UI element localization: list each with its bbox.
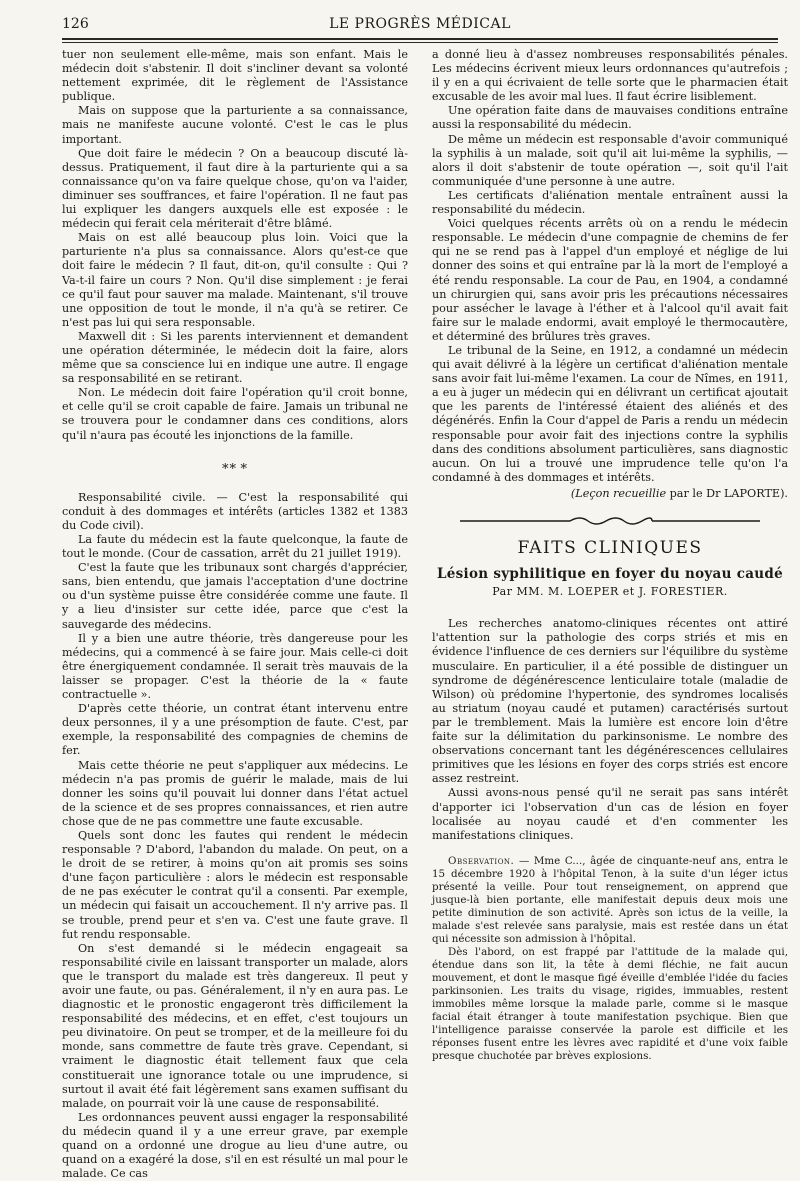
paragraph: Les certificats d'aliénation mentale entraînent aussi la responsabilité du médecin.	[432, 188, 788, 217]
article-authors: Par MM. M. LOEPER et J. FORESTIER.	[492, 585, 728, 599]
ornamental-divider	[432, 513, 788, 535]
paragraph: On s'est demandé si le médecin engageait sa responsabilité civile en laissant transporter un malade, alors que le transport du malade est très dangereux. Il peut y avoir une faute, ou pas. Généralement, il n'y en aura pas. Le diagnostic et le pronostic engageront très difficilement la responsabilité des médecins, et en effet, c'est toujours un peu divinatoire. On peut se tromper, et de la meilleure foi du monde, sans commettre de faute très grave. Cependant, si vraiment le diagnostic était tellement faux que cela constituerait une ignorance totale ou une imprudence, si surtout il avait été fait légèrement sans examen suffisant du malade, on pourrait voir là une cause de responsabilité.	[62, 941, 408, 1110]
paragraph: Le tribunal de la Seine, en 1912, a condamné un médecin qui avait délivré à la légère un certificat d'aliénation mentale sans avoir fait lui-même l'examen. La cour de Nîmes, en 1911, a eu à juger un médecin qui en délivrant un certificat ajoutait que les parents de l'intéressé étaient des aliénés et des dégénérés. Enfin la Cour d'appel de Paris a rendu un médecin responsable pour avoir fait des injections contre la syphilis dans des conditions absolument particulières, sans diagnostic aucun. On lui a trouvé une imprudence telle qu'on l'a condamné à des dommages et intérêts.	[432, 343, 788, 484]
paragraph: Voici quelques récents arrêts où on a rendu le médecin responsable. Le médecin d'une compagnie de chemins de fer qui ne se rend pas à l'appel d'un employé et néglige de lui donner des soins et qui entraîne par là la mort de l'employé a été rendu responsable. La cour de Pau, en 1904, a condamné un chirurgien qui, sans avoir pris les précautions nécessaires pour assécher le lavage à l'éther et à l'alcool qu'il avait fait faire sur le malade endormi, avait employé le thermocautère, et déterminé des brûlures très graves.	[432, 217, 788, 343]
paragraph: Les recherches anatomo-cliniques récentes ont attiré l'attention sur la pathologie des corps striés et mis en évidence l'influence de ces derniers sur l'équilibre du système musculaire. En particulier, il a été possible de distinguer un syndrome de dégénérescence lenticulaire totale (maladie de Wilson) où prédomine l'hypertonie, des syndromes localisés au striatum (noyau caudé et putamen) caractérisés surtout par le tremblement. Mais la lumière est encore loin d'être faite sur la délimitation du parkinsonisme. Le nombre des observations concernant tant les dégénérescences cellulaires primitives que les lésions en foyer des corps striés est encore assez restreint.	[432, 617, 788, 786]
paragraph: Que doit faire le médecin ? On a beaucoup discuté là-dessus. Pratiquement, il faut dire à la parturiente qui a sa connaissance qu'on va faire quelque chose, qu'on va l'aider, diminuer ses souffrances, et faire l'opération. Il ne faut pas lui expliquer les dangers auxquels elle est exposée : le médecin qui ferait cela mériterait d'être blâmé.	[62, 146, 408, 231]
paragraph: Responsabilité civile. — C'est la responsabilité qui conduit à des dommages et intérêts (articles 1382 et 1383 du Code civil).	[62, 490, 408, 532]
observation-block	[432, 855, 788, 1063]
observation-text: — Mme C..., âgée de cinquante-neuf ans, entra le 15 décembre 1920 à l'hôpital Tenon, à la suite d'un léger ictus présenté la veille. Pour tout renseignement, on apprend que jusque-là bien portante, elle manifestait depuis deux mois une petite diminution de son activité. Après son ictus de la veille, la malade s'est relevée sans paralysie, mais est restée dans un état qui nécessite son admission à l'hôpital.	[432, 854, 788, 945]
paragraph: tuer non seulement elle-même, mais son enfant. Mais le médecin doit s'abstenir. Il doit s'incliner devant sa volonté nettement exprimée, dit le règlement de l'Assistance publique.	[62, 48, 408, 104]
paragraph: Mais on suppose que la parturiente a sa connaissance, mais ne manifeste aucune volonté. C'est le cas le plus important.	[62, 104, 408, 146]
signature-author: par le Dr LAPORTE).	[669, 486, 788, 500]
paragraph: Une opération faite dans de mauvaises conditions entraîne aussi la responsabilité du médecin.	[432, 104, 788, 132]
paragraph: Aussi avons-nous pensé qu'il ne serait pas sans intérêt d'apporter ici l'observation d'un cas de lésion en foyer localisée au noyau caudé et d'en commenter les manifestations cliniques.	[432, 786, 788, 842]
section-stars: ** *	[221, 461, 249, 477]
paragraph: Les ordonnances peuvent aussi engager la responsabilité du médecin quand il y a une erreur grave, par exemple quand on a ordonné une drogue au lieu d'une autre, ou quand on a exagéré la dose, s'il en est résulté un mal pour le malade. Ce cas	[62, 1110, 408, 1181]
observation-paragraph	[432, 855, 788, 946]
page-header	[62, 14, 778, 34]
paragraph: Maxwell dit : Si les parents interviennent et demandent une opération déterminée, le médecin doit la faire, alors même que sa conscience lui en indique une autre. Il engage sa responsabilité en se retirant.	[62, 329, 408, 386]
running-title: LE PROGRÈS MÉDICAL	[329, 16, 511, 32]
signature-italic: (Leçon recueillie	[570, 486, 667, 500]
paragraph: La faute du médecin est la faute quelconque, la faute de tout le monde. (Cour de cassation, arrêt du 21 juillet 1919).	[62, 533, 408, 561]
paragraph: Non. Le médecin doit faire l'opération qu'il croit bonne, et celle qu'il se croit capable de faire. Jamais un tribunal ne se trouvera pour le condamner dans ces conditions, alors qu'il n'aura pas écouté les injonctions de la famille.	[62, 386, 408, 442]
paragraph: De même un médecin est responsable d'avoir communiqué la syphilis à un malade, soit qu'il ait lui-même la syphilis, — alors il doit s'abstenir de toute opération —, soit qu'il l'ait communiquée d'une personne à une autre.	[432, 132, 788, 188]
section-title: FAITS CLINIQUES	[517, 538, 703, 558]
page-number: 126	[62, 16, 89, 32]
right-column	[432, 48, 788, 1063]
observation-paragraph: Dès l'abord, on est frappé par l'attitude de la malade qui, étendue dans son lit, la tête à demi fléchie, ne fait aucun mouvement, et dont le masque figé éveille d'emblée l'idée du facies parkinsonien. Les traits du visage, rigides, immuables, restent immobiles même lorsque la malade parle, comme si le masque facial était étranger à toute manifestation psychique. Bien que l'intelligence paraisse conservée la parole est difficile et les réponses fusent entre les lèvres avec rapidité et d'une voix faible presque chuchotée par brèves explosions.	[432, 945, 788, 1062]
paragraph: D'après cette théorie, un contrat étant intervenu entre deux personnes, il y a une présomption de faute. C'est, par exemple, la responsabilité des compagnies de chemins de fer.	[62, 702, 408, 758]
left-column	[62, 48, 408, 1181]
paragraph: a donné lieu à d'assez nombreuses responsabilités pénales. Les médecins écrivent mieux leurs ordonnances qu'autrefois ; il y en a qui écrivaient de telle sorte que le pharmacien était excusable de les avoir mal lues. Il faut écrire lisiblement.	[432, 48, 788, 104]
header-rule	[62, 38, 778, 40]
paragraph: Mais on est allé beaucoup plus loin. Voici que la parturiente n'a plus sa connaissance. Alors qu'est-ce que doit faire le médecin ? Il faut, dit-on, qu'il consulte : Qui ? Va-t-il faire un cours ? Non. Qu'il dise simplement : je ferai ce qu'il faut pour sauver ma malade. Maintenant, s'il trouve une opposition de tout le monde, il n'a qu'à se retirer. Ce n'est pas lui qui sera responsable.	[62, 231, 408, 329]
paragraph: Mais cette théorie ne peut s'appliquer aux médecins. Le médecin n'a pas promis de guérir le malade, mais de lui donner les soins qu'il pouvait lui donner dans l'état actuel de la science et de ses propres connaissances, et rien autre chose que de ne pas commettre une faute excusable.	[62, 758, 408, 828]
observation-lead: Observation.	[448, 854, 515, 867]
paragraph: C'est la faute que les tribunaux sont chargés d'apprécier, sans, bien entendu, que jamais l'acceptation d'une doctrine ou d'un système puisse être considérée comme une faute. Il y a lieu d'insister sur cette idée, parce que c'est la sauvegarde des médecins.	[62, 561, 408, 631]
header-rule-thin	[62, 42, 778, 43]
swash-ornament-icon	[460, 513, 760, 529]
lecture-signature	[432, 487, 788, 501]
paragraph: Il y a bien une autre théorie, très dangereuse pour les médecins, qui a commencé à se faire jour. Mais celle-ci doit être énergiquement condamnée. Il serait très mauvais de la laisser se propager. C'est la théorie de la « faute contractuelle ».	[62, 631, 408, 702]
paragraph: Quels sont donc les fautes qui rendent le médecin responsable ? D'abord, l'abandon du malade. On peut, on a le droit de se retirer, à moins qu'on ait promis ses soins d'une façon particulière : alors le médecin est responsable de ne pas exécuter le contrat qu'il a consenti. Par exemple, un médecin qui faisait un accouchement. Il n'y arrive pas. Il se trouble, prend peur et s'en va. C'est une faute grave. Il fut rendu responsable.	[62, 828, 408, 941]
article-title: Lésion syphilitique en foyer du noyau caudé	[436, 566, 784, 583]
